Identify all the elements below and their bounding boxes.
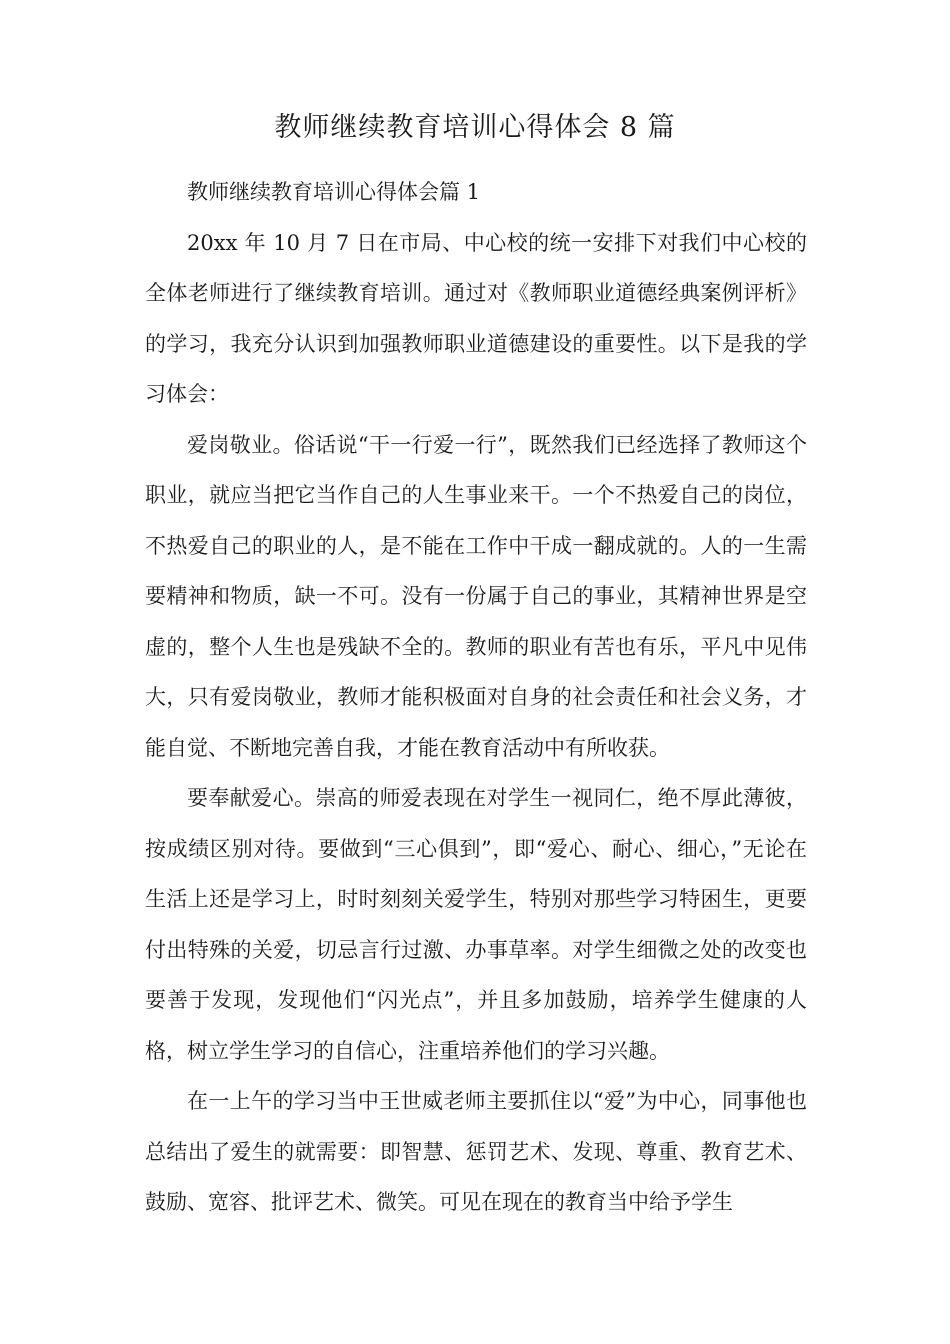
section-heading: 教师继续教育培训心得体会篇 1 bbox=[187, 180, 481, 204]
document-title: 教师继续教育培训心得体会 8 篇 bbox=[274, 112, 676, 143]
paragraph: 在一上午的学习当中王世威老师主要抓住以“爱”为中心，同事他也总结出了爱生的就需要：即智慧、惩罚艺术、发现、尊重、教育艺术、鼓励、宽容、批评艺术、微笑。可见在现在的教育当中给予学生 bbox=[145, 1089, 807, 1214]
paragraph: 要奉献爱心。崇高的师爱表现在对学生一视同仁，绝不厚此薄彼，按成绩区别对待。要做到“三心俱到”，即“爱心、耐心、细心，”无论在生活上还是学习上，时时刻刻关爱学生，特别对那些学习特困生，更要付出特殊的关爱，切忌言行过激、办事草率。对学生细微之处的改变也要善于发现，发现他们“闪光点”，并且多加鼓励，培养学生健康的人格，树立学生学习的自信心，注重培养他们的学习兴趣。 bbox=[145, 786, 807, 1063]
paragraph: 20xx 年 10 月 7 日在市局、中心校的统一安排下对我们中心校的全体老师进行了继续教育培训。通过对《教师职业道德经典案例评析》的学习，我充分认识到加强教师职业道德建设的重要性。以下是我的学习体会： bbox=[145, 230, 807, 406]
paragraph: 爱岗敬业。俗话说“干一行爱一行”，既然我们已经选择了教师这个职业，就应当把它当作自己的人生事业来干。一个不热爱自己的岗位，不热爱自己的职业的人，是不能在工作中干成一翻成就的。人的一生需要精神和物质，缺一不可。没有一份属于自己的事业，其精神世界是空虚的，整个人生也是残缺不全的。教师的职业有苦也有乐，平凡中见伟大，只有爱岗敬业，教师才能积极面对自身的社会责任和社会义务，才能自觉、不断地完善自我，才能在教育活动中有所收获。 bbox=[145, 432, 807, 760]
document-body bbox=[145, 167, 807, 1228]
